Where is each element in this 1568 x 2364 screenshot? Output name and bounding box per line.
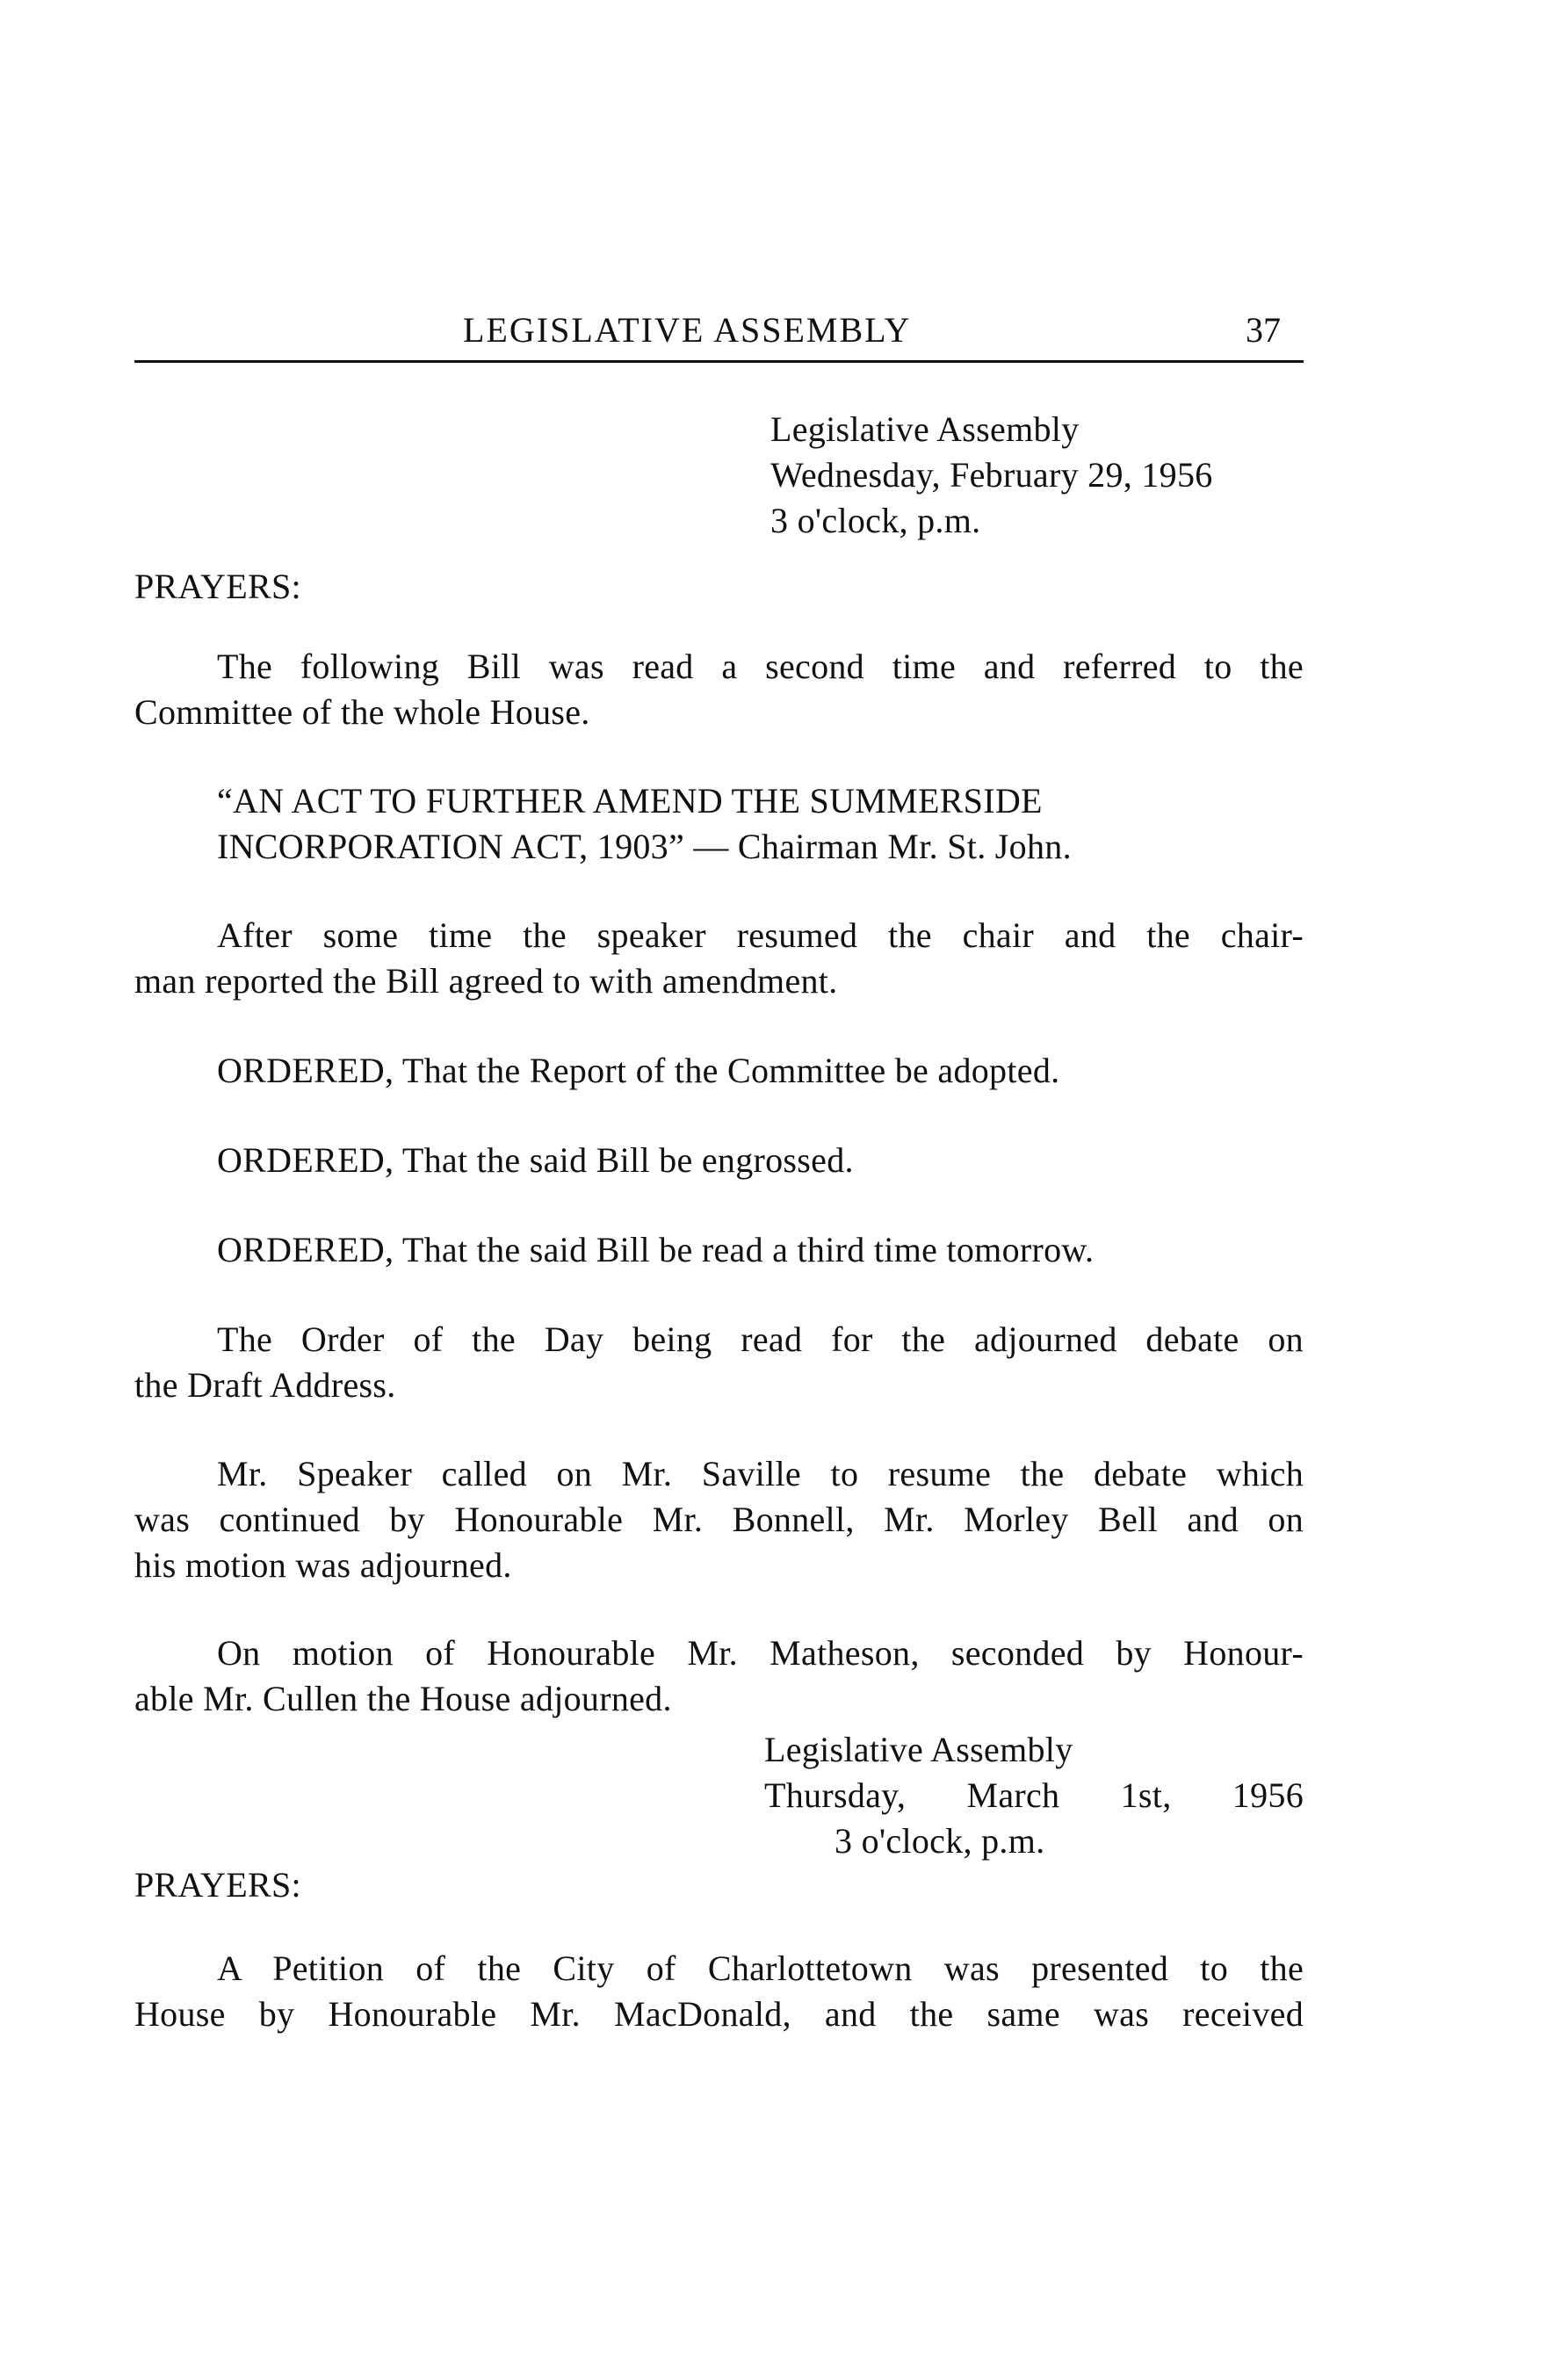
sitting2-prayers: PRAYERS:: [134, 1865, 301, 1905]
sitting1-para1-line1: The following Bill was read a second time and referred to the: [217, 647, 1304, 686]
sitting1-ordered-bill-engrossed: ORDERED, That the said Bill be engrossed.: [217, 1140, 854, 1180]
sitting1-ordered-report-adopted: ORDERED, That the Report of the Committee be adopted.: [217, 1051, 1060, 1090]
sitting2-heading-assembly: Legislative Assembly: [764, 1730, 1073, 1769]
sitting1-para3-line2: the Draft Address.: [134, 1365, 396, 1405]
sitting1-ordered-third-reading: ORDERED, That the said Bill be read a third time tomorrow.: [217, 1230, 1095, 1269]
sitting1-para4-line3: his motion was adjourned.: [134, 1545, 512, 1585]
sitting2-heading-time: 3 o'clock, p.m.: [835, 1821, 1045, 1861]
running-header-title: LEGISLATIVE ASSEMBLY: [463, 310, 912, 350]
sitting1-para1-line2: Committee of the whole House.: [134, 692, 590, 732]
sitting2-para1-line1: A Petition of the City of Charlottetown was presented to the: [217, 1948, 1304, 1988]
sitting1-bill-title-line1: “AN ACT TO FURTHER AMEND THE SUMMERSIDE: [217, 781, 1043, 821]
sitting1-para5-line1: On motion of Honourable Mr. Matheson, seconded by Honour-: [217, 1633, 1304, 1673]
sitting1-heading-date: Wednesday, February 29, 1956: [770, 455, 1213, 495]
sitting1-para4-line1: Mr. Speaker called on Mr. Saville to resume the debate which: [217, 1454, 1304, 1493]
sitting1-para2-line1: After some time the speaker resumed the chair and the chair-: [217, 915, 1304, 955]
sitting1-para5-line2: able Mr. Cullen the House adjourned.: [134, 1679, 672, 1718]
sitting1-heading-time: 3 o'clock, p.m.: [770, 501, 981, 540]
sitting1-bill-title-line2: INCORPORATION ACT, 1903” — Chairman Mr. St. John.: [217, 827, 1072, 866]
sitting1-para4-line2: was continued by Honourable Mr. Bonnell, Mr. Morley Bell and on: [134, 1500, 1304, 1539]
sitting1-heading-assembly: Legislative Assembly: [770, 409, 1080, 449]
sitting1-para2-line2: man reported the Bill agreed to with amendment.: [134, 961, 838, 1001]
sitting2-heading-date: Thursday, March 1st, 1956: [764, 1775, 1304, 1815]
header-rule: [134, 360, 1304, 363]
sitting2-para1-line2: House by Honourable Mr. MacDonald, and the same was received: [134, 1994, 1304, 2034]
sitting1-para3-line1: The Order of the Day being read for the adjourned debate on: [217, 1319, 1304, 1359]
sitting1-prayers: PRAYERS:: [134, 567, 301, 606]
page-number: 37: [1246, 310, 1281, 350]
